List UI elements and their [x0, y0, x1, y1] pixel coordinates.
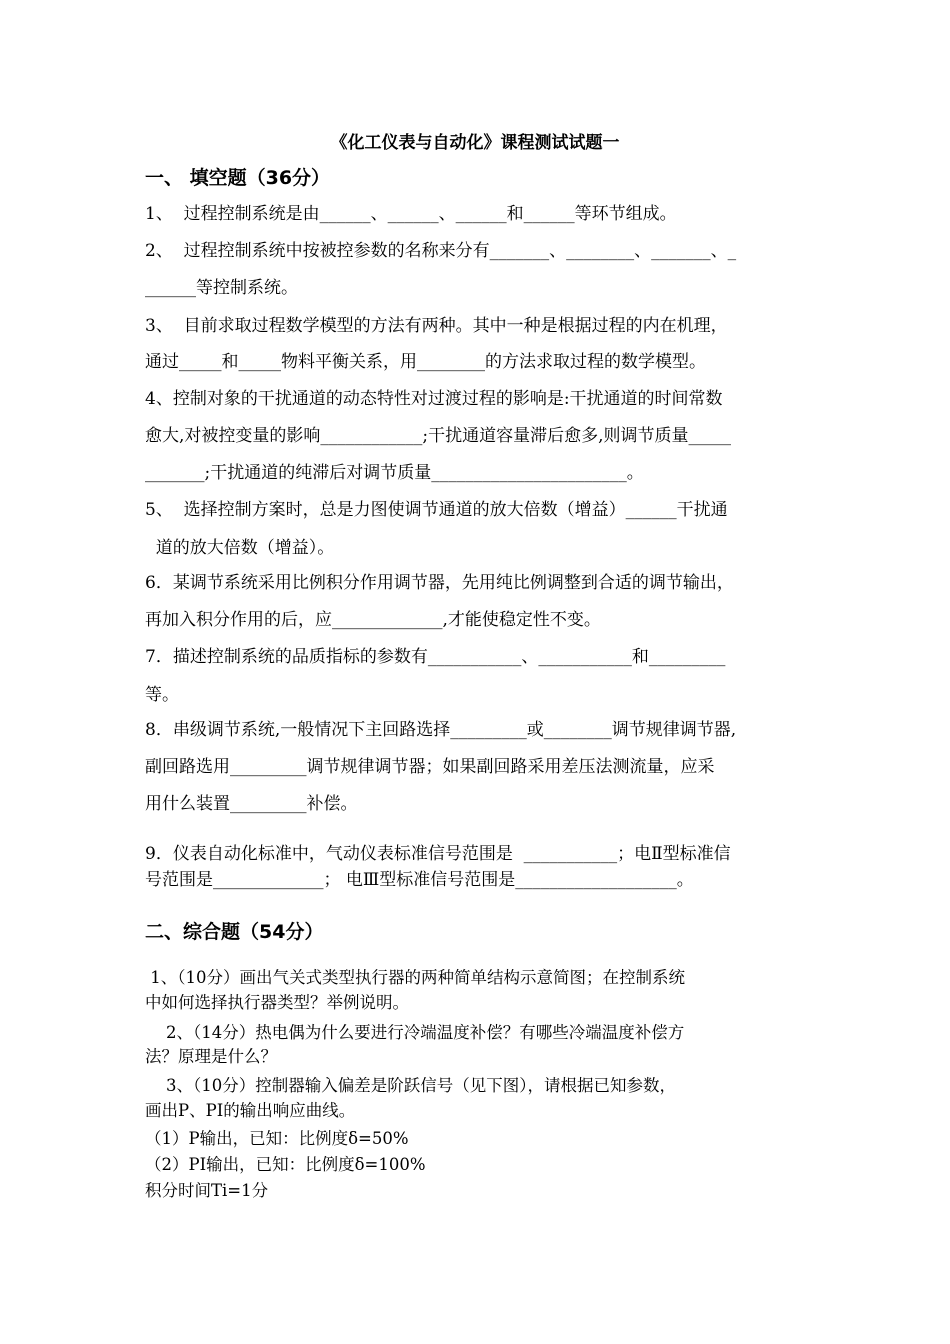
q6-line1: 6．某调节系统采用比例积分作用调节器，先用纯比例调整到合适的调节输出， — [145, 573, 734, 593]
q5-line2: 道的放大倍数（增益）。 — [145, 538, 335, 558]
q8-line3: 用什么装置_________补偿。 — [145, 794, 358, 814]
c3-line1: 3、（10分）控制器输入偏差是阶跃信号（见下图），请根据已知参数， — [145, 1076, 676, 1095]
c2-line2: 法？原理是什么？ — [145, 1047, 277, 1066]
q2-line1: 2、 过程控制系统中按被控参数的名称来分有_______、________、_______、_ — [145, 241, 737, 261]
q7-line2: 等。 — [145, 685, 179, 705]
q4-line3: _______;干扰通道的纯滞后对调节质量_______________________。 — [145, 463, 644, 483]
q1-text: 1、 过程控制系统是由______、______、______和______等环节组成。 — [145, 204, 677, 224]
q4-line2: 愈大,对被控变量的影响____________;干扰通道容量滞后愈多,则调节质量_____ — [145, 426, 732, 446]
q8-line1: 8．串级调节系统,一般情况下主回路选择_________或________调节规律调节器, — [145, 720, 737, 740]
c3-line2: 画出P、PI的输出响应曲线。 — [145, 1101, 356, 1120]
c1-line2: 中如何选择执行器类型？举例说明。 — [145, 993, 409, 1012]
q9-line1: 9．仪表自动化标准中，气动仪表标准信号范围是 ___________；电Ⅱ型标准信 — [145, 844, 731, 864]
q3-line1: 3、 目前求取过程数学模型的方法有两种。其中一种是根据过程的内在机理， — [145, 316, 728, 336]
section1-heading: 一、 填空题（36分） — [145, 167, 331, 189]
c3-line5: 积分时间Ti=1分 — [145, 1181, 269, 1200]
q9-line2: 号范围是_____________； 电Ⅲ型标准信号范围是___________________。 — [145, 870, 694, 890]
q3-line2: 通过_____和_____物料平衡关系，用________的方法求取过程的数学模型。 — [145, 352, 706, 372]
q5-line1: 5、 选择控制方案时，总是力图使调节通道的放大倍数（增益）______干扰通 — [145, 500, 728, 520]
section2-heading: 二、综合题（54分） — [145, 921, 324, 943]
q7-line1: 7．描述控制系统的品质指标的参数有___________、___________和_________ — [145, 647, 726, 667]
c2-line1: 2、（14分）热电偶为什么要进行冷端温度补偿？有哪些冷端温度补偿方 — [145, 1023, 685, 1042]
c1-line1: 1、（10分）画出气关式类型执行器的两种简单结构示意简图；在控制系统 — [145, 968, 685, 987]
q6-line2: 再加入积分作用的后，应_____________,才能使稳定性不变。 — [145, 610, 601, 630]
q4-line1: 4、控制对象的干扰通道的动态特性对过渡过程的影响是:干扰通道的时间常数 — [145, 389, 723, 409]
q8-line2: 副回路选用_________调节规律调节器；如果副回路采用差压法测流量，应采 — [145, 757, 715, 777]
c3-line3: （1）P输出，已知：比例度δ=50% — [145, 1129, 409, 1148]
c3-line4: （2）PI输出，已知：比例度δ=100% — [145, 1155, 426, 1174]
q2-line2: ______等控制系统。 — [145, 278, 298, 298]
exam-title: 《化工仪表与自动化》课程测试试题一 — [330, 133, 620, 153]
